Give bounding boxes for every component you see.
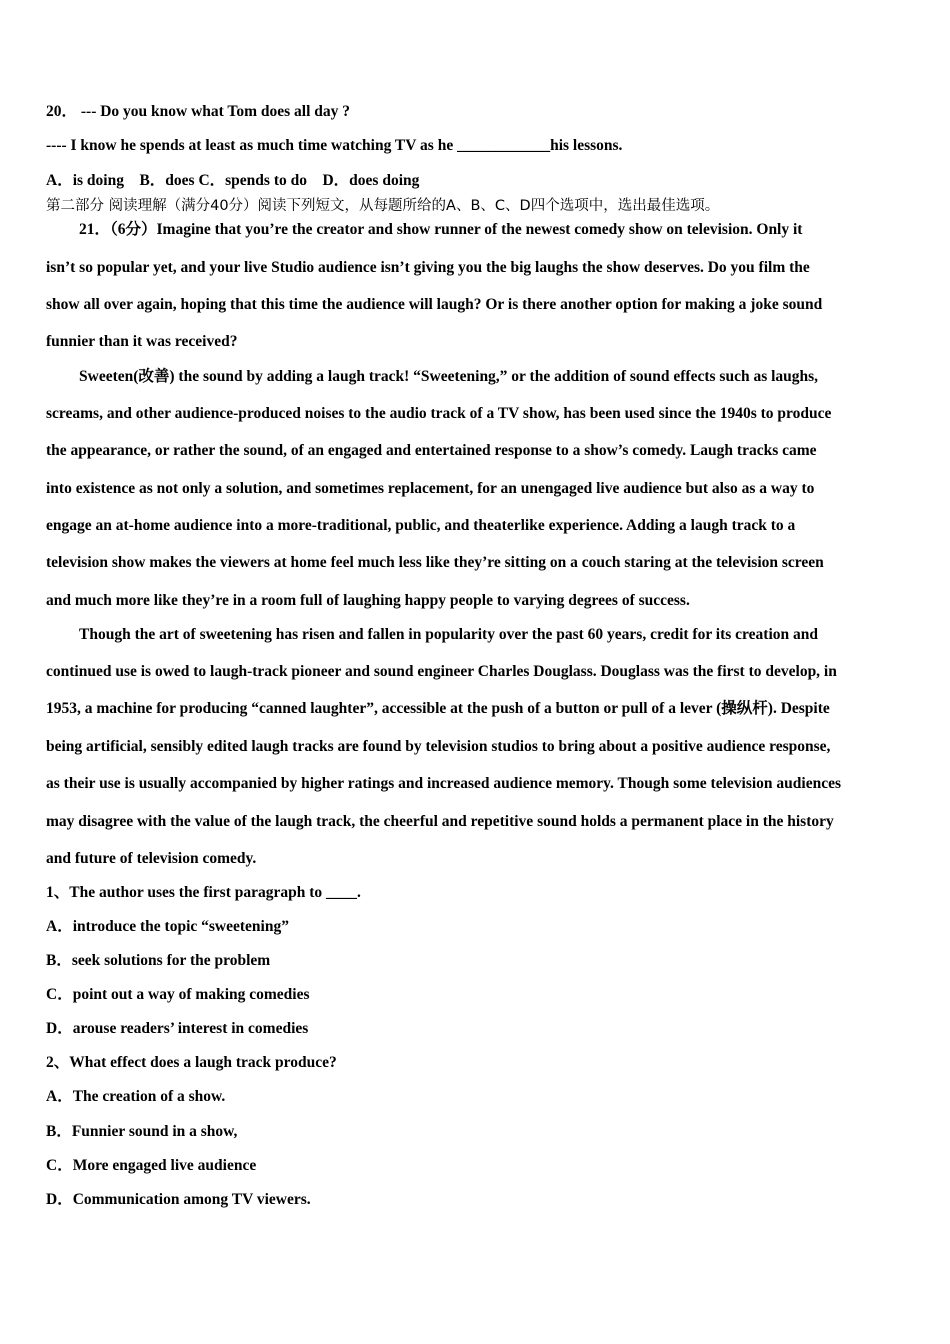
passage-p2-line: Sweeten(改善) the sound by adding a laugh track! “Sweetening,” or the addition of sound effects such as laughs, (79, 368, 819, 385)
question-2-option-c: C．More engaged live audience (46, 1157, 257, 1174)
question-2-option-d: D．Communication among TV viewers. (46, 1191, 311, 1208)
passage-p1-line: show all over again, hoping that this time the audience will laugh? Or is there another option for making a joke sound (46, 296, 823, 313)
question-1-option-d: D．arouse readers’ interest in comedies (46, 1020, 309, 1037)
section2-heading: 第二部分 阅读理解（满分40分）阅读下列短文，从每题所给的A、B、C、D四个选项中，选出最佳选项。 (46, 198, 720, 214)
q20-options: A．is doing B．does C．spends to do D．does doing (46, 172, 420, 189)
passage-p2-line: into existence as not only a solution, and sometimes replacement, for an unengaged live audience but also as a way to (46, 480, 815, 497)
question-1-stem: 1、The author uses the first paragraph to ____. (46, 884, 361, 901)
passage-p3-line: may disagree with the value of the laugh track, the cheerful and repetitive sound holds a permanent place in the history (46, 813, 834, 830)
passage-p3-line: Though the art of sweetening has risen and fallen in popularity over the past 60 years, credit for its creation and (79, 626, 818, 643)
passage-p3-line: being artificial, sensibly edited laugh tracks are found by television studios to bring about a positive audience response, (46, 738, 831, 755)
passage-p1-line: 21．（6分）Imagine that you’re the creator and show runner of the newest comedy show on television. Only it (79, 221, 803, 238)
q20-line2: ---- I know he spends at least as much time watching TV as he ____________his lessons. (46, 137, 623, 154)
passage-p2-line: the appearance, or rather the sound, of an engaged and entertained response to a show’s comedy. Laugh tracks came (46, 442, 817, 459)
question-1-option-b: B．seek solutions for the problem (46, 952, 271, 969)
passage-p3-line: continued use is owed to laugh-track pioneer and sound engineer Charles Douglass. Douglass was the first to develop, in (46, 663, 837, 680)
passage-p3-line: and future of television comedy. (46, 850, 257, 867)
passage-p1-line: isn’t so popular yet, and your live Studio audience isn’t giving you the big laughs the show deserves. Do you film the (46, 259, 810, 276)
q20-line1: 20． --- Do you know what Tom does all day ? (46, 103, 351, 120)
passage-p3-line: as their use is usually accompanied by higher ratings and increased audience memory. Though some television audiences (46, 775, 842, 792)
question-2-stem: 2、What effect does a laugh track produce? (46, 1054, 337, 1071)
passage-p2-line: engage an at-home audience into a more-traditional, public, and theaterlike experience. Adding a laugh track to a (46, 517, 796, 534)
passage-p2-line: and much more like they’re in a room full of laughing happy people to varying degrees of success. (46, 592, 690, 609)
question-2-option-b: B．Funnier sound in a show, (46, 1123, 238, 1140)
question-2-option-a: A．The creation of a show. (46, 1088, 226, 1105)
passage-p2-line: television show makes the viewers at home feel much less like they’re sitting on a couch staring at the television screen (46, 554, 824, 571)
passage-p3-line: 1953, a machine for producing “canned laughter”, accessible at the push of a button or pull of a lever (操纵杆). Despite (46, 700, 830, 717)
passage-p1-line: funnier than it was received? (46, 333, 238, 350)
question-1-option-c: C．point out a way of making comedies (46, 986, 310, 1003)
passage-p2-line: screams, and other audience-produced noises to the audio track of a TV show, has been used since the 1940s to produce (46, 405, 832, 422)
question-1-option-a: A．introduce the topic “sweetening” (46, 918, 289, 935)
